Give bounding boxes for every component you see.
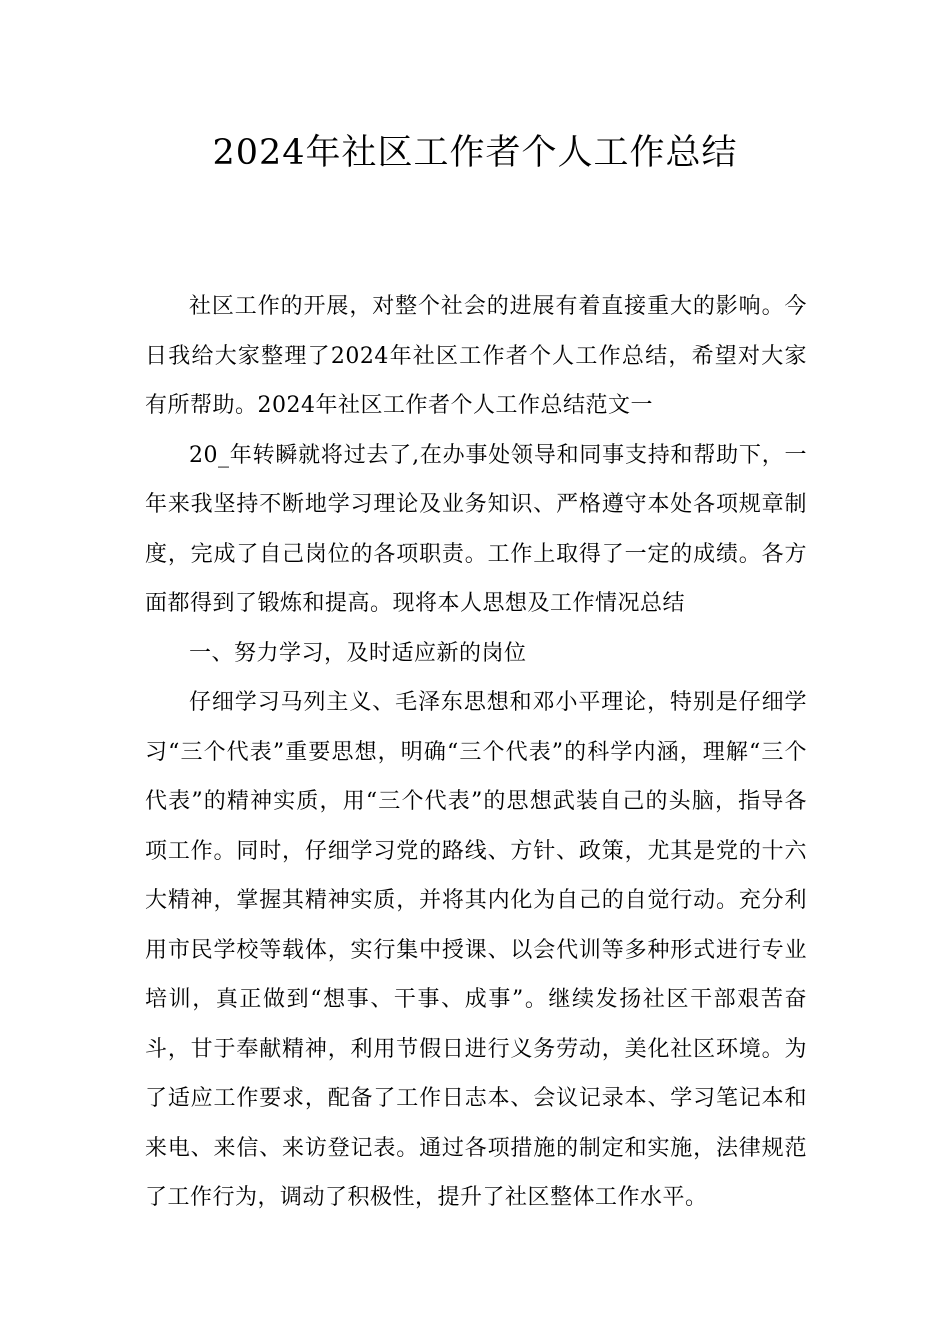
paragraph-overview: 20_年转瞬就将过去了,在办事处领导和同事支持和帮助下，一年来我坚持不断地学习理论及业务知识、严格遵守本处各项规章制度，完成了自己岗位的各项职责。工作上取得了一定的成绩。各方面都得到了锻炼和提高。现将本人思想及工作情况总结 [145,442,807,616]
section-heading: 一、努力学习，及时适应新的岗位 [189,640,527,666]
document-body [145,282,807,1223]
paragraph-study: 仔细学习马列主义、毛泽东思想和邓小平理论，特别是仔细学习“三个代表”重要思想，明确“三个代表”的科学内涵，理解“三个代表”的精神实质，用“三个代表”的思想武装自己的头脑，指导各项工作。同时，仔细学习党的路线、方针、政策，尤其是党的十六大精神，掌握其精神实质，并将其内化为自己的自觉行动。充分利用市民学校等载体，实行集中授课、以会代训等多种形式进行专业培训，真正做到“想事、干事、成事”。继续发扬社区干部艰苦奋斗，甘于奉献精神，利用节假日进行义务劳动，美化社区环境。为了适应工作要求，配备了工作日志本、会议记录本、学习笔记本和来电、来信、来访登记表。通过各项措施的制定和实施，法律规范了工作行为，调动了积极性，提升了社区整体工作水平。 [145,690,807,1210]
paragraph-intro: 社区工作的开展，对整个社会的进展有着直接重大的影响。今日我给大家整理了2024年社区工作者个人工作总结，希望对大家有所帮助。2024年社区工作者个人工作总结范文一 [145,294,807,418]
document-title: 2024年社区工作者个人工作总结 [212,133,738,173]
